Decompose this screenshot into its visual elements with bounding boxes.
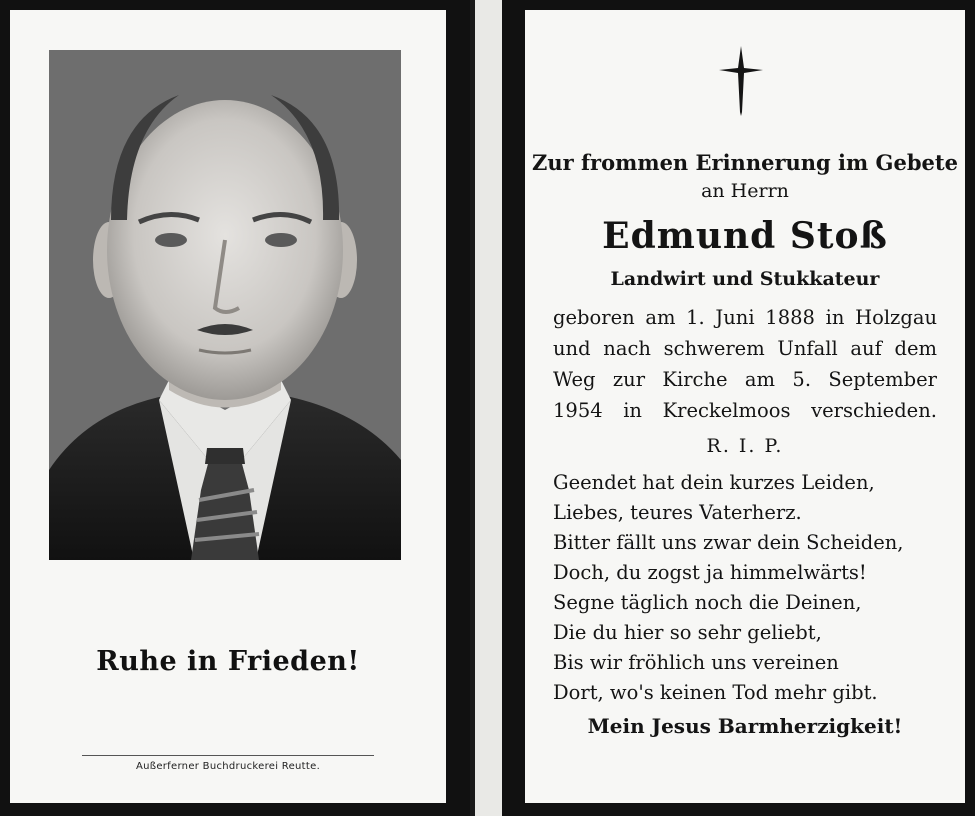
portrait-photo xyxy=(49,50,401,560)
poem-line: Liebes, teures Vaterherz. xyxy=(553,501,802,524)
poem-line: Doch, du zogst ja himmelwärts! xyxy=(553,561,867,584)
cross-icon xyxy=(717,46,765,116)
closing-prayer: Mein Jesus Barmherzigkeit! xyxy=(587,714,903,738)
poem-line: Geendet hat dein kurzes Leiden, xyxy=(553,471,875,494)
bio-line: geboren am 1. Juni 1888 in Holzgau xyxy=(553,306,937,329)
printer-credit: Außerferner Buchdruckerei Reutte. xyxy=(135,761,321,772)
poem xyxy=(553,468,943,708)
poem-line: Bis wir fröhlich uns vereinen xyxy=(553,651,839,674)
deceased-name: Edmund Stoß xyxy=(602,215,888,257)
poem-line: Die du hier so sehr geliebt, xyxy=(553,621,822,644)
left-card xyxy=(10,10,446,803)
poem-line: Bitter fällt uns zwar dein Scheiden, xyxy=(553,531,904,554)
poem-line: Segne täglich noch die Deinen, xyxy=(553,591,862,614)
divider xyxy=(82,755,374,756)
biography xyxy=(553,302,937,426)
bio-line: 1954 in Kreckelmoos verschieden. xyxy=(553,399,937,422)
salutation: an Herrn xyxy=(701,180,789,202)
heading: Zur frommen Erinnerung im Gebete xyxy=(532,150,958,175)
motto: Ruhe in Frieden! xyxy=(96,646,360,677)
right-card xyxy=(525,10,965,803)
bio-line: und nach schwerem Unfall auf dem xyxy=(553,337,937,360)
bio-line: Weg zur Kirche am 5. September xyxy=(553,368,937,391)
profession: Landwirt und Stukkateur xyxy=(610,268,880,290)
poem-line: Dort, wo's keinen Tod mehr gibt. xyxy=(553,681,878,704)
card-gap xyxy=(470,0,502,816)
rip-label: R. I. P. xyxy=(706,435,784,457)
portrait-illustration xyxy=(49,50,401,560)
